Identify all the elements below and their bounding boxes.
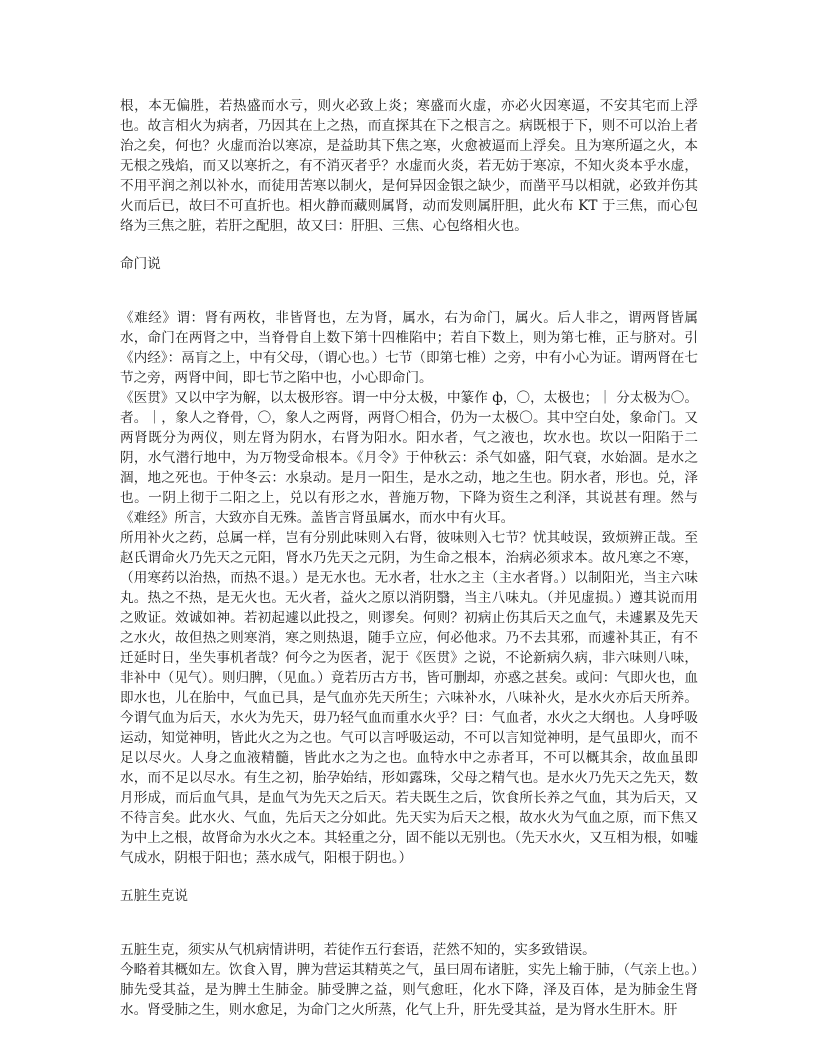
mingmen-paragraph-1: 《难经》谓：肾有两枚，非皆肾也，左为肾，属水，右为命门，属火。后人非之，谓两肾皆属水，命门在两肾之中，当脊骨自上数下第十四椎陷中；若自下数上，则为第七椎，正与脐对。引《内经》：鬲肓之上，中有父母，（谓心也。）七节（即第七椎）之旁，中有小心为证。谓两肾在七节之旁，两肾中间，即七节之陷中也，小心即命门。 xyxy=(120,310,698,386)
mingmen-paragraph-2: 《医贯》又以中字为解，以太极形容。谓一中分太极，中篆作 ф，〇，太极也；｜ 分太极为〇。者。｜，象人之脊骨，〇，象人之两肾，两肾〇相合，仍为一太极〇。其中空白处，象命门。又两肾既分为两仪，则左肾为阴水，右肾为阳水。阳水者，气之液也，坎水也。坎以一阳陷于二阴，水气潜行地中，为万物受命根本。《月令》于仲秋云：杀气如盛，阳气衰，水始涸。是水之涸，地之死也。于仲冬云：水泉动。是月一阳生，是水之动，地之生也。阴水者，形也。兑，泽也。一阴上彻于二阳之上，兑以有形之水，普施万物，下降为资生之利泽，其说甚有理。然与《难经》所言，大致亦自无殊。盖皆言肾虽属水，而水中有火耳。 xyxy=(120,390,698,526)
wuzang-paragraph-1: 五脏生克，须实从气机病情讲明，若徒作五行套语，茫然不知的，实多致错误。 xyxy=(120,942,596,958)
wuzang-paragraph-2: 今略着其概如左。饮食入胃，脾为营运其精英之气，虽曰周布诸脏，实先上输于肺，（气亲上也。）肺先受其益，是为脾土生肺金。肺受脾之益，则气愈旺，化水下降，泽及百体，是为肺金生肾水。肾受肺之生，则水愈足，为命门之火所蒸，化气上升，肝先受其益，是为肾水生肝木。肝 xyxy=(120,962,698,1018)
intro-paragraph: 根，本无偏胜，若热盛而水亏，则火必致上炎；寒盛而火虚，亦必火因寒逼，不安其宅而上浮也。故言相火为病者，乃因其在上之热，而直探其在下之根言之。病既根于下，则不可以治上者治之矣，何也？火虚而治以寒凉，是益助其下焦之寒，火愈被逼而上浮矣。且为寒所逼之火，本无根之残焰，而又以寒折之，有不消灭者乎？水虚而火炎，若无妨于寒凉，不知火炎本乎水虚，不用平润之剂以补水，而徒用苦寒以制火，是何异因金银之缺少，而凿平马以相就，必致并伤其火而后已，故曰不可直折也。相火静而藏则属肾，动而发则属肝胆，此火布 KT 于三焦，而心包络为三焦之脏，若肝之配胆，故又曰：肝胆、三焦、心包络相火也。 xyxy=(120,98,698,234)
section-heading-mingmen: 命门说 xyxy=(120,256,161,272)
document-page xyxy=(120,96,698,1020)
mingmen-paragraph-3: 所用补火之药，总属一样，岂有分别此味则入右肾，彼味则入七节？忧其岐误，致烦辨正哉。至赵氏谓命火乃先天之元阳，肾水乃先天之元阴，为生命之根本，治病必须求本。故凡寒之不寒，（用寒药以治热，而热不退。）是无水也。无水者，壮水之主（主水者肾。）以制阳光，当主六味丸。热之不热，是无火也。无火者，益火之原以消阴翳，当主八味丸。（并见虚损。）遵其说而用之败证。效诚如神。若初起遽以此投之，则谬矣。何则？初病止伤其后天之血气，未遽累及先天之水火，故但热之则寒消，寒之则热退，随手立应，何必他求。乃不去其邪，而遽补其正，有不迁延时日，坐失事机者哉？何今之为医者，泥于《医贯》之说，不论新病久病，非六味则八味，非补中（见气）。则归脾，（见血。）竟若历古方书，皆可删却，亦惑之甚矣。或问：气即火也，血即水也，儿在胎中，气血已具，是气血亦先天所生；六味补水，八味补火，是水火亦后天所养。今谓气血为后天，水火为先天，毋乃轻气血而重水火乎？曰：气血者，水火之大纲也。人身呼吸运动，知觉神明，皆此火之为之也。气可以言呼吸运动，不可以言知觉神明，是气虽即火，而不足以尽火。人身之血液精髓，皆此水之为之也。血特水中之赤者耳，不可以概其余，故血虽即水，而不足以尽水。有生之初，胎孕始结，形如露珠，父母之精气也。是水火乃先天之先天，数月形成，而后血气具，是血气为先天之后天。若夫既生之后，饮食所长养之气血，其为后天，又不待言矣。此水火、气血，先后天之分如此。先天实为后天之根，故水火为气血之原，而下焦又为中上之根，故肾命为水火之本。其轻重之分，固不能以无别也。（先天水火，又互相为根，如嘘气成水，阴根于阳也；蒸水成气，阳根于阴也。） xyxy=(120,530,698,866)
section-heading-wuzang: 五脏生克说 xyxy=(120,888,188,904)
